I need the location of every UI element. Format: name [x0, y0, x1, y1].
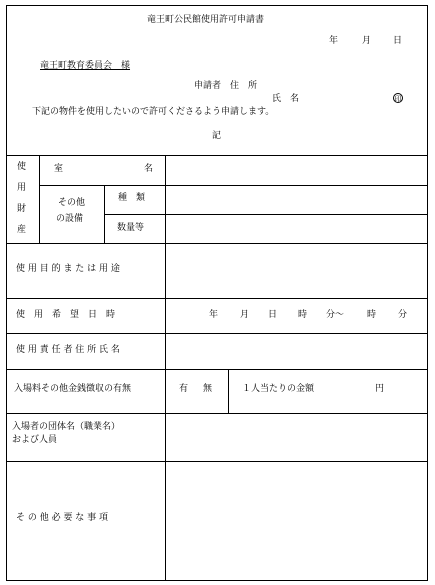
fee-yen: 円: [375, 384, 385, 394]
row-divider: [6, 155, 428, 156]
date-year: 年: [329, 36, 339, 46]
purpose-label: 使 用 目 的 ま た は 用 途: [16, 264, 120, 274]
label-char: 産: [17, 225, 27, 235]
datetime-month: 月: [240, 310, 250, 320]
row-divider: [6, 413, 428, 414]
row-divider: [6, 461, 428, 462]
row-divider: [39, 185, 428, 186]
label-char: 使: [17, 162, 27, 172]
datetime-hour-end: 時: [367, 310, 377, 320]
datetime-year: 年: [209, 310, 219, 320]
date-month: 月: [362, 36, 372, 46]
seal-mark: 印: [394, 95, 402, 103]
fee-yes: 有: [179, 384, 189, 394]
col-divider: [39, 155, 40, 243]
addressee: 竜王町教育委員会 様: [40, 61, 131, 71]
room-label-1: 室: [54, 164, 64, 174]
datetime-day: 日: [268, 310, 278, 320]
datetime-hour: 時: [298, 310, 308, 320]
form-title: 竜王町公民館使用許可申請書: [147, 15, 265, 25]
fee-no: 無: [203, 384, 213, 394]
row-divider: [6, 298, 428, 299]
applicant-address-label: 申請者 住 所: [194, 81, 258, 91]
datetime-minute-end: 分: [398, 310, 408, 320]
col-divider: [165, 155, 166, 581]
row-divider: [104, 214, 428, 215]
room-label-2: 名: [144, 164, 154, 174]
fee-per-person: １人当たりの金額: [242, 384, 315, 394]
ki-label: 記: [212, 131, 222, 141]
shiyou-zaisan-label: [17, 163, 26, 235]
group-label: 入場者の団体名（職業名）: [12, 422, 121, 432]
other-matters-label: そ の 他 必 要 な 事 項: [16, 513, 109, 523]
row-divider: [6, 243, 428, 244]
other-equipment-label: その他: [58, 198, 86, 208]
request-text: 下記の物件を使用したいので許可くださるよう申請します。: [32, 107, 275, 117]
datetime-label: 使 用 希 望 日 時: [16, 310, 116, 320]
date-day: 日: [393, 36, 403, 46]
label-char: 用: [17, 183, 27, 193]
row-divider: [6, 369, 428, 370]
responsible-label: 使 用 責 任 者 住 所 氏 名: [16, 345, 120, 355]
col-divider: [228, 369, 229, 413]
row-divider: [6, 333, 428, 334]
label-char: 財: [17, 204, 27, 214]
col-divider: [104, 185, 105, 243]
group-label: および人員: [12, 435, 58, 445]
fee-label: 入場料その他金銭徴収の有無: [14, 384, 132, 394]
application-form: [6, 5, 428, 581]
quantity-label: 数量等: [117, 223, 145, 233]
applicant-name-label: 氏 名: [272, 94, 300, 104]
kind-label: 種 類: [118, 193, 146, 203]
datetime-minute-tilde: 分～: [326, 310, 345, 320]
other-equipment-label: の設備: [56, 214, 84, 224]
